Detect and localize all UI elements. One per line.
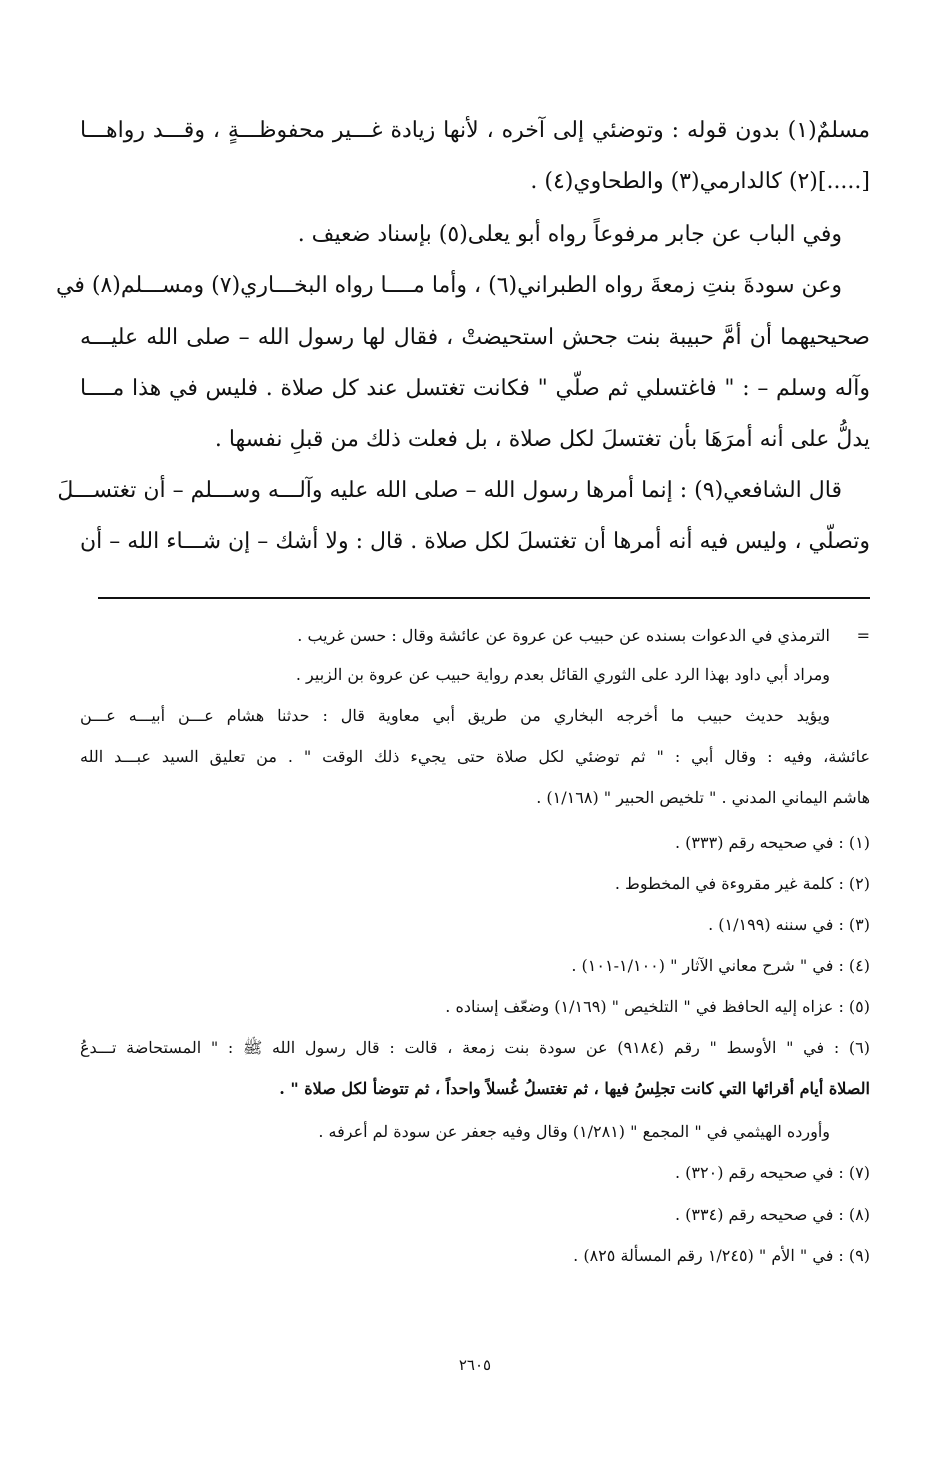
footnote-item: (٤) : في " شرح معاني الآثار " (١/١٠٠-١٠١) . bbox=[571, 956, 870, 975]
page-number: ٢٦٠٥ bbox=[458, 1356, 492, 1374]
footnote-item: (٧) : في صحيحه رقم (٣٢٠) . bbox=[674, 1163, 870, 1182]
footnote-item: (٥) : عزاه إليه الحافظ في " التلخيص " (١/١٦٩) وضعّف إسناده . bbox=[445, 997, 870, 1016]
main-text-line: [.....](٢) كالدارمي(٣) والطحاوي(٤) . bbox=[530, 169, 870, 194]
main-text-line: وآله وسلم – : " فاغتسلي ثم صلّي " فكانت تغتسل عند كل صلاة . فليس في هذا مــــا bbox=[80, 376, 870, 401]
footnote-item-quote: الصلاة أيام أقرائها التي كانت تجلِسُ فيها ، ثم تغتسلُ غُسلاً واحداً ، ثم تتوضأ لكل صلاة " . bbox=[279, 1079, 870, 1098]
footnote-text: الترمذي في الدعوات بسنده عن حبيب عن عروة عن عائشة وقال : حسن غريب . bbox=[297, 626, 830, 645]
footnote-continuation-line: ومراد أبي داود بهذا الرد على الثوري القائل بعدم رواية حبيب عن عروة بن الزبير . bbox=[295, 665, 830, 684]
footnote-separator bbox=[98, 597, 870, 599]
main-text-line: وعن سودةَ بنتِ زمعةَ رواه الطبراني(٦) ، وأما مــــا رواه البخـــاري(٧) ومســـلم(٨) في bbox=[56, 273, 842, 298]
main-text-line: يدلُّ على أنه أمرَهَا بأن تغتسلَ لكل صلاة ، بل فعلت ذلك من قبلِ نفسها . bbox=[214, 427, 870, 452]
footnote-item: (٩) : في " الأم " (١/٢٤٥ رقم المسألة ٨٢٥) . bbox=[573, 1246, 870, 1265]
footnote-continuation-line bbox=[80, 625, 870, 647]
main-text-line: وفي الباب عن جابر مرفوعاً رواه أبو يعلى(٥) بإسناد ضعيف . bbox=[297, 222, 842, 247]
footnote-item: (٨) : في صحيحه رقم (٣٣٤) . bbox=[674, 1205, 870, 1224]
main-text-line: قال الشافعي(٩) : إنما أمرها رسول الله – صلى الله عليه وآلـــه وســـلم – أن تغتســـلَ bbox=[57, 478, 842, 503]
footnote-item: (٢) : كلمة غير مقروءة في المخطوط . bbox=[614, 874, 870, 893]
main-text-line: مسلمٌ(١) بدون قوله : وتوضئي إلى آخره ، لأنها زيادة غـــير محفوظـــةٍ ، وقـــد رواهـــا bbox=[80, 118, 870, 143]
footnote-continuation-line: عائشة، وفيه : وقال أبي : " ثم توضئي لكل صلاة حتى يجيء ذلك الوقت " . من تعليق السيد عبـــد الله bbox=[80, 747, 871, 766]
footnote-continuation-line: ويؤيد حديث حبيب ما أخرجه البخاري من طريق أبي معاوية قال : حدثنا هشام عـــن أبيـــه عـــن bbox=[80, 706, 830, 725]
main-text-line: وتصلّي ، وليس فيه أنه أمرها أن تغتسلَ لكل صلاة . قال : ولا أشك – إن شـــاء الله – أن bbox=[80, 529, 870, 554]
footnote-item: (٦) : في " الأوسط " رقم (٩١٨٤) عن سودة بنت زمعة ، قالت : قال رسول الله ﷺ : " المستحاضة تـــدعُ bbox=[80, 1038, 870, 1057]
continuation-mark: = bbox=[856, 626, 870, 645]
footnote-item: (١) : في صحيحه رقم (٣٣٣) . bbox=[674, 833, 870, 852]
main-text-line: صحيحيهما أن أمَّ حبيبة بنت جحش استحيضتْ ، فقال لها رسول الله – صلى الله عليـــه bbox=[80, 325, 870, 350]
footnote-item: وأورده الهيثمي في " المجمع " (١/٢٨١) وقال وفيه جعفر عن سودة لم أعرفه . bbox=[318, 1122, 830, 1141]
footnote-item: (٣) : في سننه (١/١٩٩) . bbox=[708, 915, 870, 934]
footnote-continuation-line: هاشم اليماني المدني . " تلخيص الحبير " (١/١٦٨) . bbox=[536, 788, 870, 807]
